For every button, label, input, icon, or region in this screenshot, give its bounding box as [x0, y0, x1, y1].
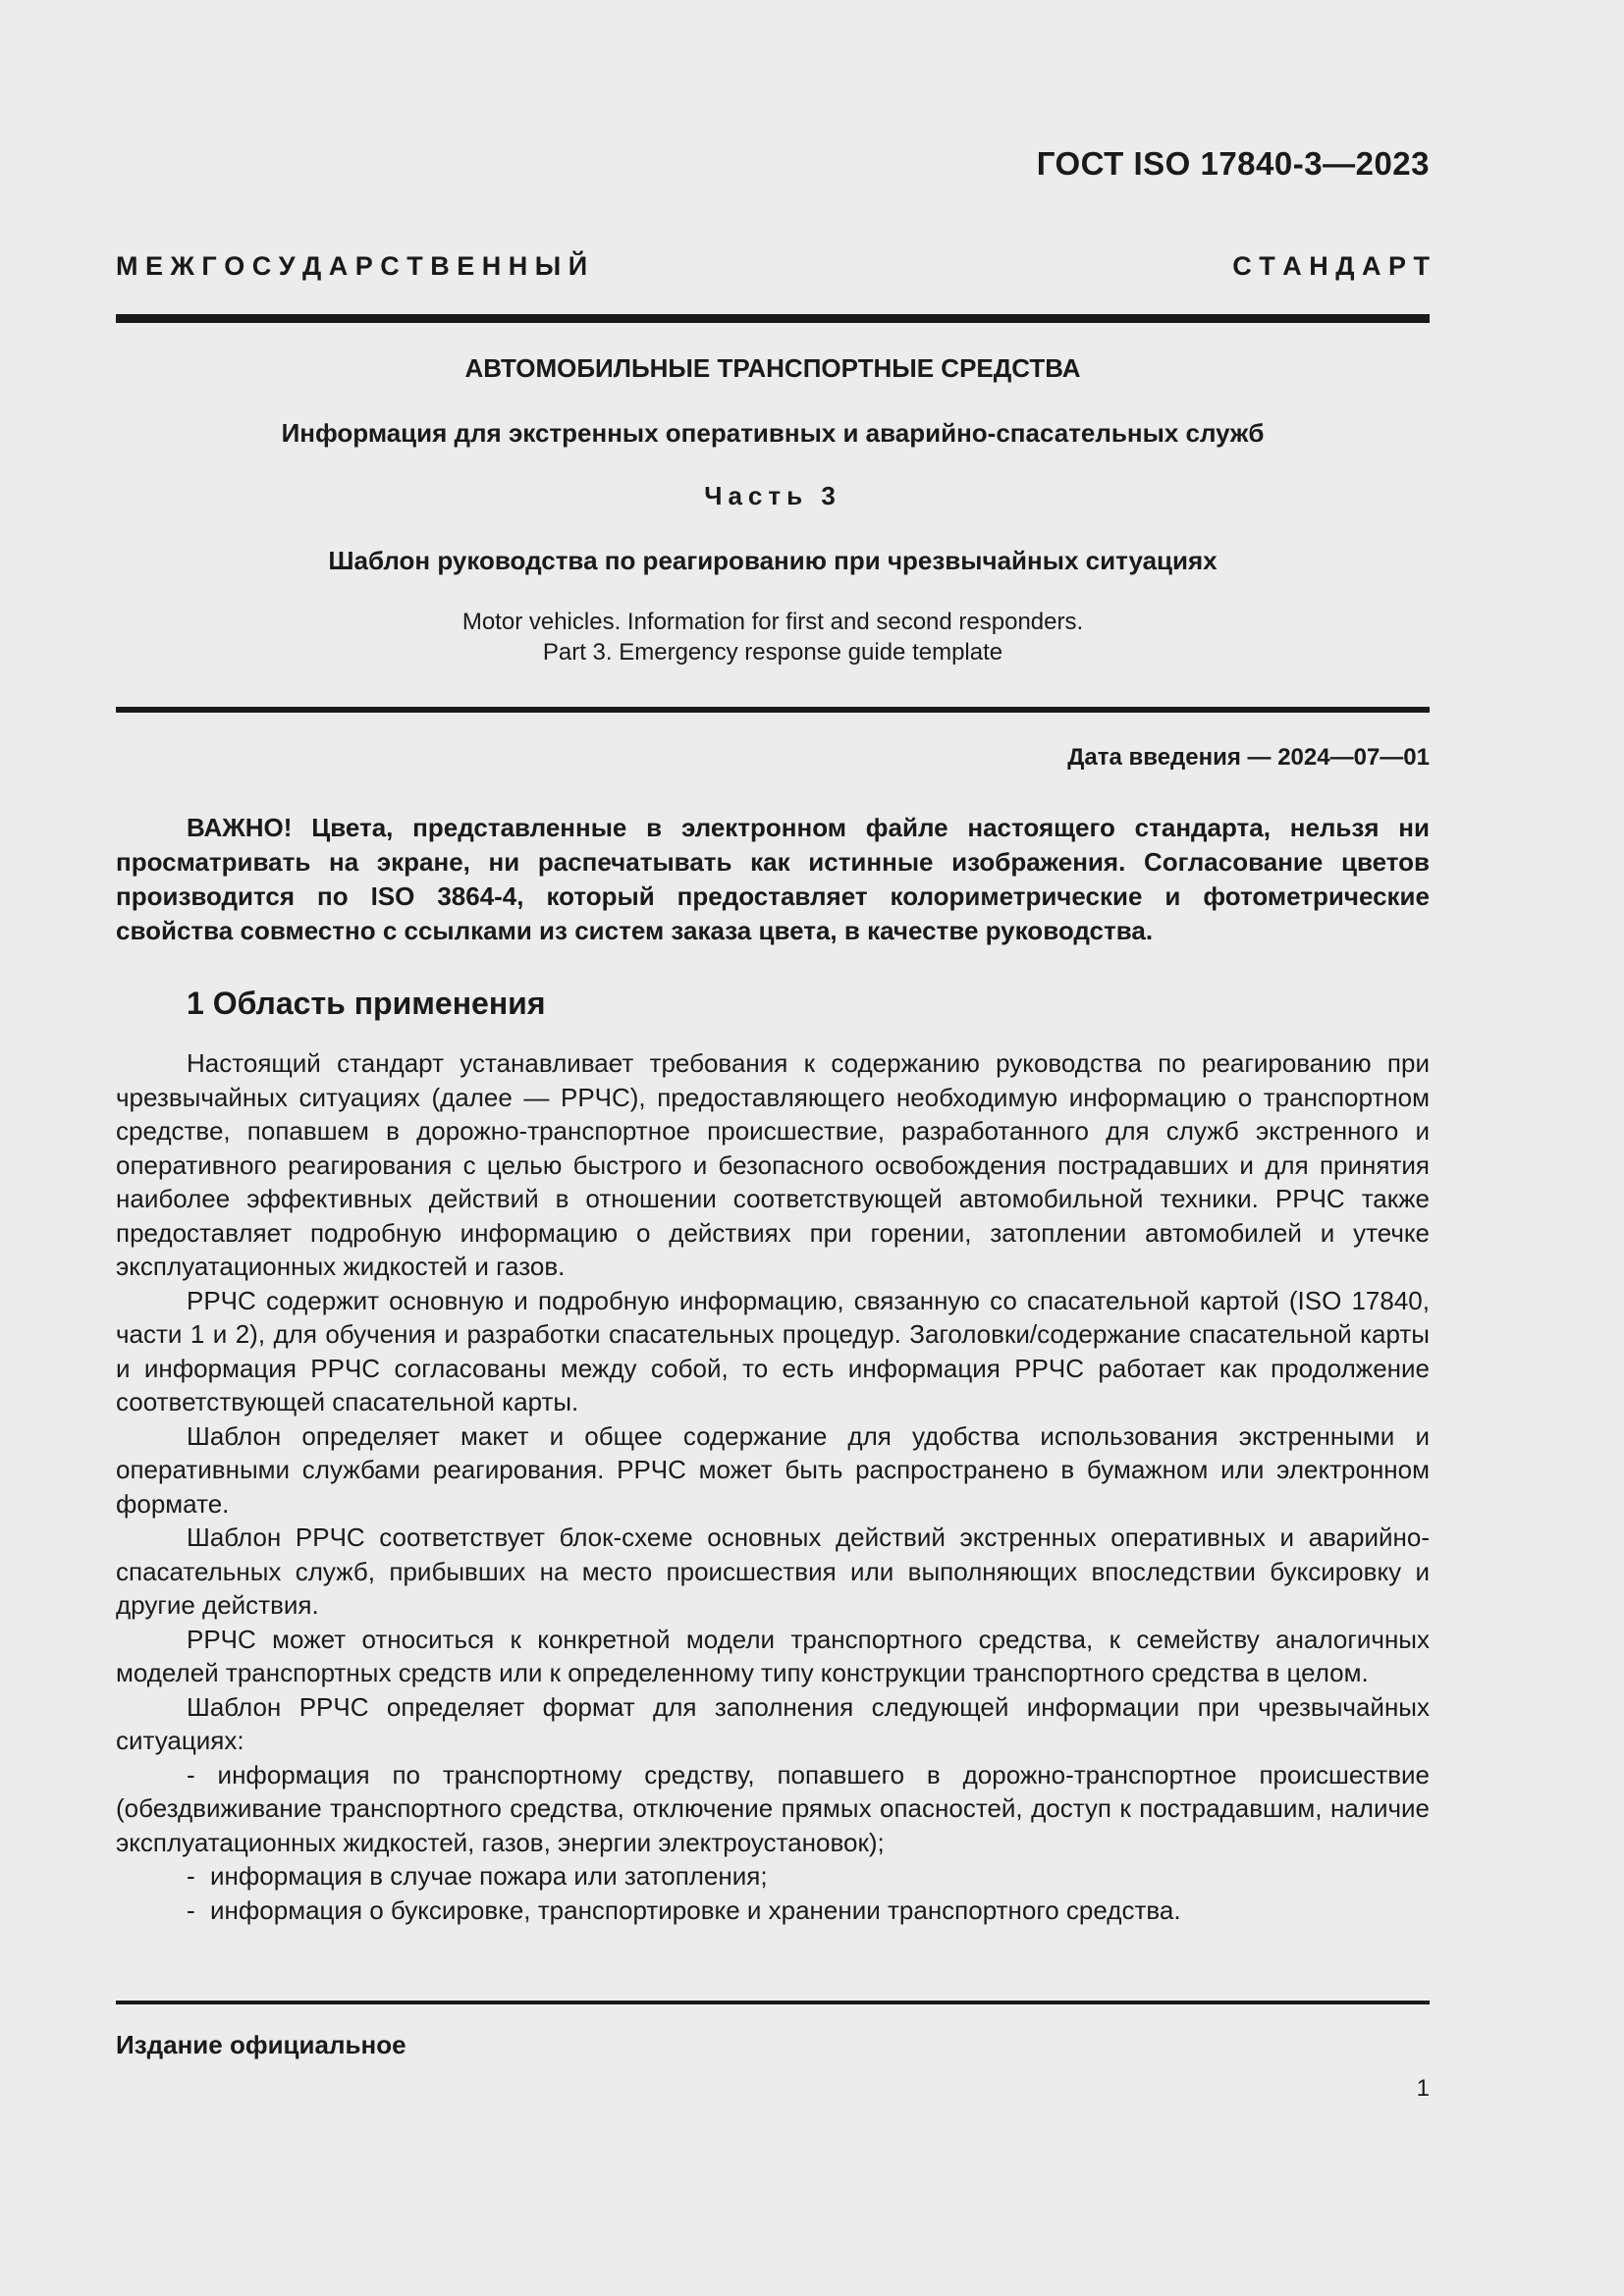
paragraph: Шаблон определяет макет и общее содержание для удобства использования экстренными и оперативными службами реагирования. РРЧС может быть распространено в бумажном или электронном формате. — [116, 1420, 1430, 1519]
part-label: Часть 3 — [704, 481, 841, 510]
list-item-text: информация о буксировке, транспортировке и хранении транспортного средства. — [210, 1895, 1181, 1925]
standard-type-word-2: С Т А Н Д А Р Т — [1232, 251, 1430, 281]
standard-type-word-1: М Е Ж Г О С У Д А Р С Т В Е Н Н Ы Й — [116, 251, 588, 281]
edition-label: Издание официальное — [116, 2030, 406, 2059]
section-title: 1 Область применения — [187, 986, 546, 1021]
title-divider — [116, 707, 1430, 713]
main-title: АВТОМОБИЛЬНЫЕ ТРАНСПОРТНЫЕ СРЕДСТВА — [464, 353, 1081, 383]
list-item — [116, 1859, 1430, 1894]
list-item: - информация по транспортному средству, попавшего в дорожно-транспортное происшествие (обездвиживание транспортного средства, отключение прямых опасностей, доступ к пострадавшим, наличие эксплуатационных жидкостей, газов, энергии электроустановок); — [116, 1759, 1430, 1857]
page-number: 1 — [1416, 2075, 1430, 2102]
english-title-line-2: Part 3. Emergency response guide template — [542, 639, 1003, 666]
paragraph: РРЧС содержит основную и подробную информацию, связанную со спасательной картой (ISO 17840, части 1 и 2), для обучения и разработки спасательных процедур. Заголовки/содержание спасательной карты и информация РРЧС согласованы между собой, то есть информация РРЧС работает как продолжение соответствующей спасательной карты. — [116, 1285, 1430, 1416]
list-item — [116, 1894, 1430, 1928]
subtitle: Информация для экстренных оперативных и аварийно-спасательных служб — [281, 418, 1265, 448]
footer-divider — [116, 2001, 1430, 2004]
list-dash: - — [187, 1895, 195, 1925]
header-gap — [887, 251, 934, 282]
list-item-text: информация в случае пожара или затопления; — [210, 1861, 768, 1891]
paragraph: РРЧС может относиться к конкретной модели транспортного средства, к семейству аналогичных моделей транспортных средств или к определенному типу конструкции транспортного средства в целом. — [116, 1624, 1430, 1687]
section-body — [116, 1046, 1430, 1927]
paragraph: Шаблон РРЧС определяет формат для заполнения следующей информации при чрезвычайных ситуациях: — [116, 1691, 1430, 1755]
intro-date: Дата введения — 2024—07—01 — [1067, 744, 1430, 771]
english-title-line-1: Motor vehicles. Information for first and second responders. — [461, 609, 1084, 635]
paragraph: Настоящий стандарт устанавливает требования к содержанию руководства по реагированию при чрезвычайных ситуациях (далее — РРЧС), предоставляющего необходимую информацию о транспортном средстве, попавшем в дорожно-транспортное происшествие, разработанного для служб экстренного и оперативного реагирования с целью быстрого и безопасного освобождения пострадавших и для принятия наиболее эффективных действий в отношении соответствующей автомобильной техники. РРЧС также предоставляет подробную информацию о действиях при горении, затоплении автомобилей и утечке эксплуатационных жидкостей и газов. — [116, 1048, 1430, 1281]
document-code: ГОСТ ISO 17840-3—2023 — [1036, 145, 1430, 182]
part-name: Шаблон руководства по реагированию при чрезвычайных ситуациях — [328, 546, 1218, 575]
list-dash: - — [187, 1861, 195, 1891]
top-divider — [116, 314, 1430, 323]
important-notice: ВАЖНО! Цвета, представленные в электронном файле настоящего стандарта, нельзя ни просматривать на экране, ни распечатывать как истинные изображения. Согласование цветов производится по ISO 3864-4, который предоставляет колориметрические и фотометрические свойства совместно с ссылками из систем заказа цвета, в качестве руководства. — [116, 813, 1430, 945]
english-title — [116, 607, 1430, 667]
standard-type-header — [116, 251, 1430, 282]
paragraph: Шаблон РРЧС соответствует блок-схеме основных действий экстренных оперативных и аварийно-спасательных служб, прибывших на место происшествия или выполняющих впоследствии буксировку и другие действия. — [116, 1522, 1430, 1620]
